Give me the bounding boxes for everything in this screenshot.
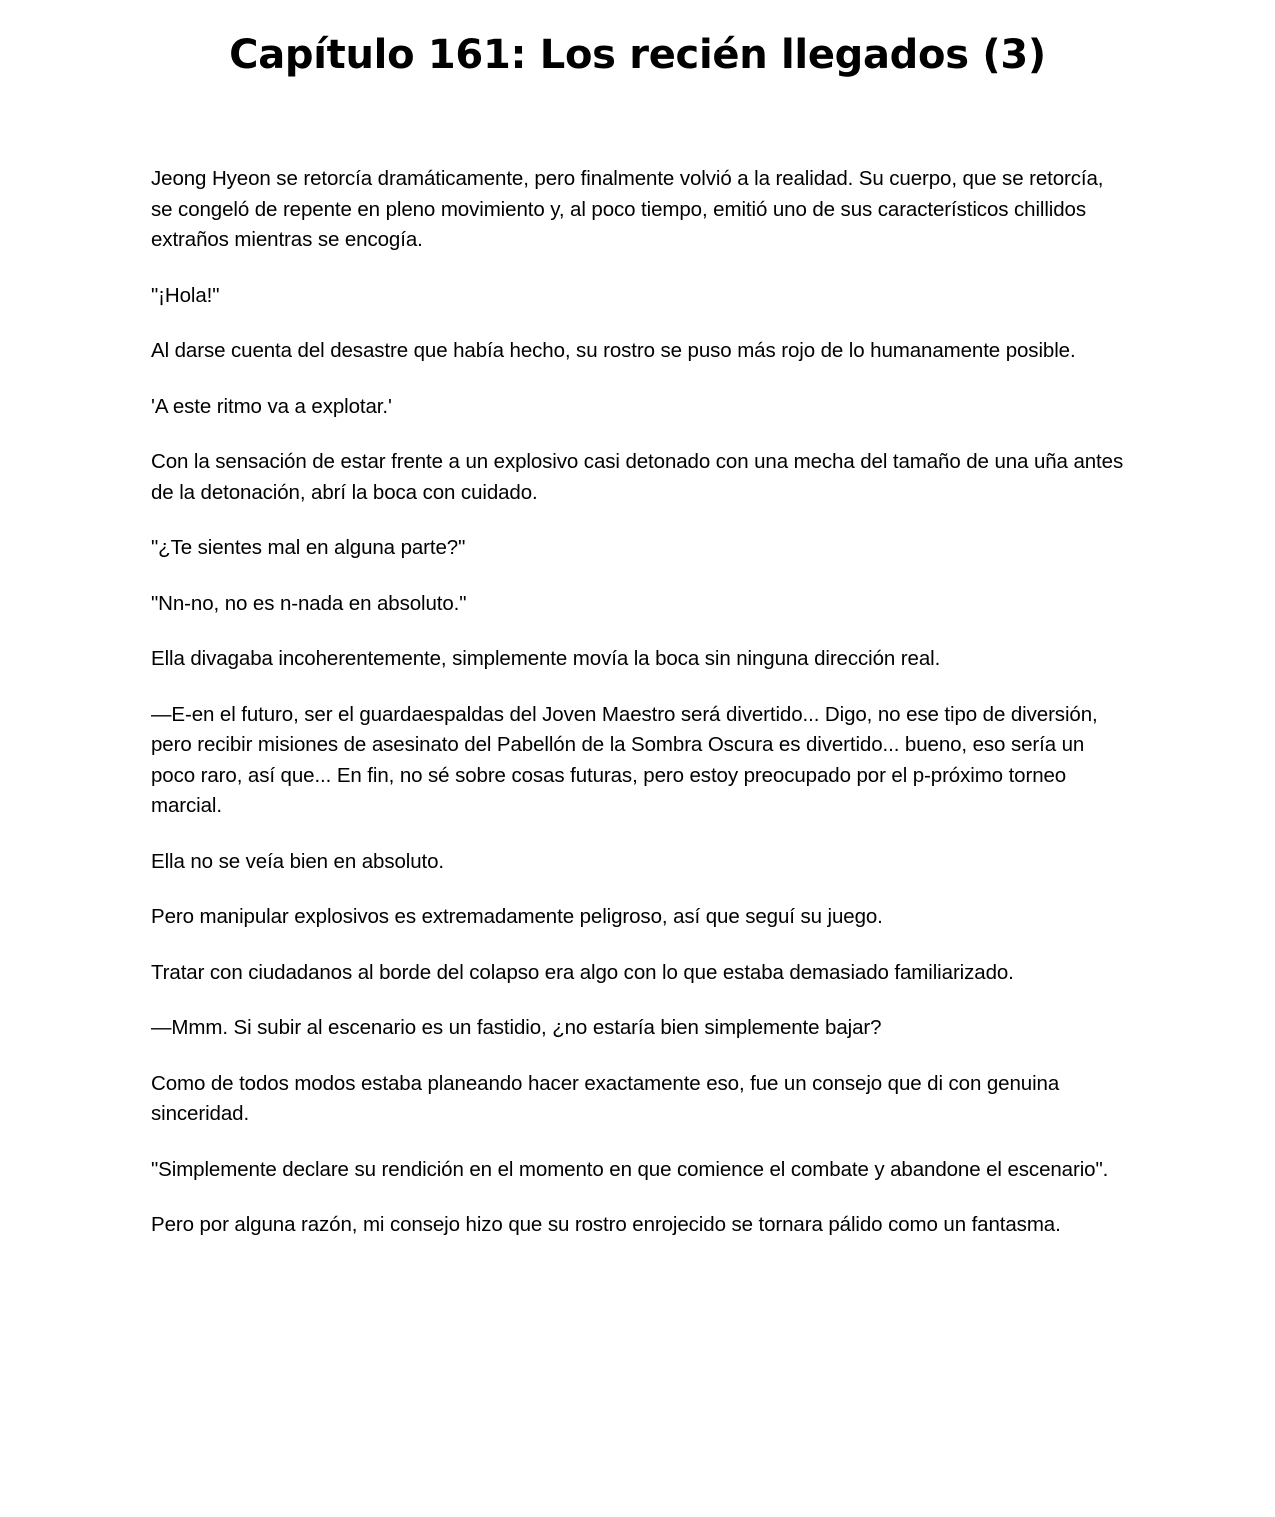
paragraph-11: Pero manipular explosivos es extremadamente peligroso, así que seguí su juego. [151,905,883,928]
paragraph-12: Tratar con ciudadanos al borde del colapso era algo con lo que estaba demasiado familiarizado. [151,960,1014,984]
paragraph-15: "Simplemente declare su rendición en el momento en que comience el combate y abandone el escenario". [151,1157,1109,1181]
paragraph-1: Jeong Hyeon se retorcía dramáticamente, pero finalmente volvió a la realidad. Su cuerpo, que se retorcía, se congeló de repente en pleno movimiento y, al poco tiempo, emitió uno de sus característicos chillidos extraños mientras se encogía. [151,167,1104,251]
paragraph-3: Al darse cuenta del desastre que había hecho, su rostro se puso más rojo de lo humanamente posible. [151,339,1076,362]
paragraph-2: "¡Hola!" [151,283,220,307]
paragraph-16: Pero por alguna razón, mi consejo hizo que su rostro enrojecido se tornara pálido como un fantasma. [151,1213,1061,1236]
paragraph-6: "¿Te sientes mal en alguna parte?" [151,536,466,559]
paragraph-14: Como de todos modos estaba planeando hacer exactamente eso, fue un consejo que di con genuina sinceridad. [151,1071,1060,1125]
paragraph-10: Ella no se veía bien en absoluto. [151,849,445,873]
paragraph-5: Con la sensación de estar frente a un explosivo casi detonado con una mecha del tamaño de una uña antes de la detonación, abrí la boca con cuidado. [151,450,1124,504]
chapter-title: Capítulo 161: Los recién llegados (3) [229,32,1046,78]
chapter-body [151,164,1126,1266]
paragraph-7: "Nn-no, no es n-nada en absoluto." [151,591,467,615]
paragraph-13: —Mmm. Si subir al escenario es un fastidio, ¿no estaría bien simplemente bajar? [151,1016,882,1039]
paragraph-4: 'A este ritmo va a explotar.' [151,394,392,418]
paragraph-9: —E-en el futuro, ser el guardaespaldas del Joven Maestro será divertido... Digo, no ese tipo de diversión, pero recibir misiones de asesinato del Pabellón de la Sombra Oscura es divertido... bueno, eso sería un poco raro, así que... En fin, no sé sobre cosas futuras, pero estoy preocupado por el p-próximo torneo marcial. [151,702,1098,817]
paragraph-8: Ella divagaba incoherentemente, simplemente movía la boca sin ninguna dirección real. [151,647,941,670]
